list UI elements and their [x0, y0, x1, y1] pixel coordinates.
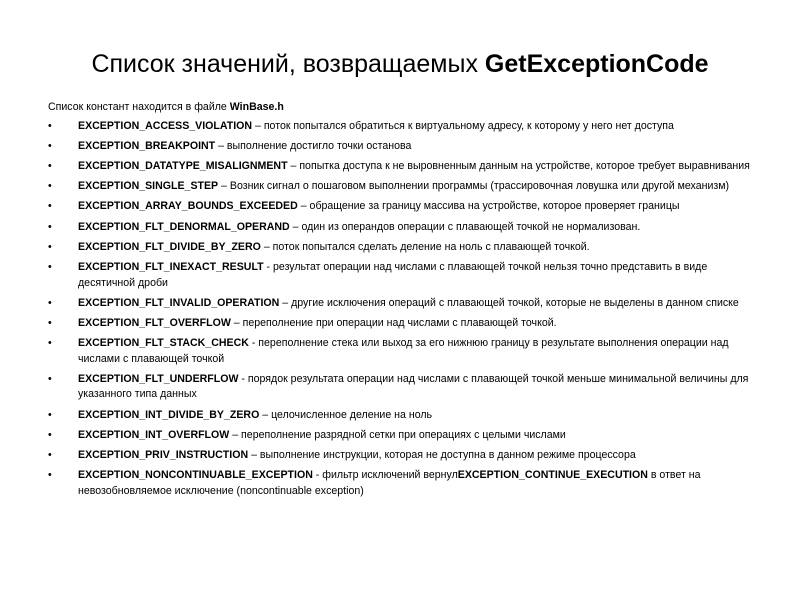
bullet-icon: •: [48, 316, 52, 329]
exception-code-name: EXCEPTION_PRIV_INSTRUCTION: [78, 449, 249, 461]
exception-list-item: [48, 336, 760, 367]
exception-code-list: [48, 119, 760, 500]
exception-code-name: EXCEPTION_FLT_DIVIDE_BY_ZERO: [78, 240, 261, 253]
exception-description: – попытка доступа к не выровненным данным на устройстве, которое требует выравнивания: [287, 159, 750, 172]
exception-code-name: EXCEPTION_FLT_INEXACT_RESULT: [78, 260, 264, 273]
bullet-icon: •: [48, 139, 52, 152]
bullet-icon: •: [48, 449, 52, 461]
bullet-icon: •: [48, 180, 52, 193]
slide-body: [48, 100, 760, 504]
exception-code-name: EXCEPTION_FLT_OVERFLOW: [78, 316, 231, 329]
bullet-icon: •: [48, 220, 52, 233]
exception-description: - результат операции над числами с плавающей точкой нельзя точно представить в виде десятичной дроби: [78, 260, 708, 289]
exception-description: – обращение за границу массива на устройстве, которое проверяет границы: [297, 200, 680, 213]
exception-description: – один из операндов операции с плавающей точкой не нормализован.: [289, 220, 641, 233]
exception-code-name: EXCEPTION_ARRAY_BOUNDS_EXCEEDED: [78, 200, 298, 213]
exception-list-item: [48, 408, 760, 424]
exception-list-item: [48, 260, 760, 291]
exception-list-item: [48, 448, 760, 464]
slide-title: [0, 44, 800, 84]
exception-description: - порядок результата операции над числами с плавающей точкой меньше минимальной величины для указанного типа данных: [78, 372, 749, 401]
exception-list-item: [48, 372, 760, 403]
exception-list-item: [48, 139, 760, 155]
title-prefix: Список значений, возвращаемых: [91, 50, 485, 78]
bullet-icon: •: [48, 200, 52, 213]
exception-code-name: EXCEPTION_CONTINUE_EXECUTION: [457, 469, 648, 482]
exception-list-item: [48, 428, 760, 444]
bullet-icon: •: [48, 240, 52, 253]
title-function-name: GetExceptionCode: [484, 50, 709, 78]
exception-code-name: EXCEPTION_DATATYPE_MISALIGNMENT: [78, 159, 288, 172]
exception-description: – другие исключения операций с плавающей точкой, которые не выделены в данном списке: [279, 296, 739, 309]
exception-code-name: EXCEPTION_ACCESS_VIOLATION: [78, 119, 253, 132]
exception-description: - фильтр исключений вернул: [312, 469, 458, 482]
exception-description: в ответ на невозобновляемое исключение (noncontinuable exception): [78, 469, 701, 497]
exception-list-item: [48, 316, 760, 332]
exception-code-name: EXCEPTION_FLT_UNDERFLOW: [78, 372, 239, 385]
exception-description: – переполнение при операции над числами с плавающей точкой.: [230, 316, 557, 329]
bullet-icon: •: [48, 408, 52, 421]
exception-description: – выполнение достигло точки останова: [215, 139, 412, 152]
bullet-icon: •: [48, 260, 52, 273]
exception-list-item: [48, 119, 760, 135]
intro-line: [48, 100, 760, 116]
exception-code-name: EXCEPTION_INT_OVERFLOW: [78, 428, 230, 441]
exception-code-name: EXCEPTION_FLT_DENORMAL_OPERAND: [78, 220, 290, 233]
bullet-icon: •: [48, 159, 52, 172]
exception-description: – поток попытался сделать деление на ноль с плавающей точкой.: [260, 240, 590, 253]
exception-list-item: [48, 199, 760, 215]
intro-file-name: WinBase.h: [229, 101, 284, 113]
exception-list-item: [48, 296, 760, 312]
exception-code-name: EXCEPTION_SINGLE_STEP: [78, 180, 219, 193]
bullet-icon: •: [48, 372, 52, 385]
bullet-icon: •: [48, 296, 52, 309]
exception-description: - переполнение стека или выход за его нижнюю границу в результате выполнения операции над числами с плавающей точкой: [78, 337, 729, 365]
bullet-icon: •: [48, 469, 52, 482]
bullet-icon: •: [48, 337, 52, 350]
exception-code-name: EXCEPTION_FLT_INVALID_OPERATION: [78, 296, 280, 309]
exception-description: – поток попытался обратиться к виртуальному адресу, к которому у него нет доступа: [252, 119, 674, 132]
exception-list-item: [48, 179, 760, 195]
exception-description: – переполнение разрядной сетки при операциях с целыми числами: [229, 428, 566, 441]
exception-description: – целочисленное деление на ноль: [259, 408, 433, 421]
exception-code-name: EXCEPTION_BREAKPOINT: [78, 139, 216, 152]
exception-code-name: EXCEPTION_INT_DIVIDE_BY_ZERO: [78, 408, 260, 421]
bullet-icon: •: [48, 428, 52, 441]
exception-code-name: EXCEPTION_FLT_STACK_CHECK: [78, 337, 249, 350]
exception-code-name: EXCEPTION_NONCONTINUABLE_EXCEPTION: [78, 469, 313, 482]
exception-list-item: [48, 159, 760, 175]
exception-list-item: [48, 468, 760, 499]
intro-text: Список констант находится в файле: [48, 101, 230, 113]
bullet-icon: •: [48, 119, 52, 132]
exception-list-item: [48, 220, 760, 236]
exception-description: – выполнение инструкции, которая не доступна в данном режиме процессора: [248, 449, 636, 461]
exception-list-item: [48, 240, 760, 256]
exception-description: – Возник сигнал о пошаговом выполнении программы (трассировочная ловушка или другой механизм): [218, 180, 730, 193]
